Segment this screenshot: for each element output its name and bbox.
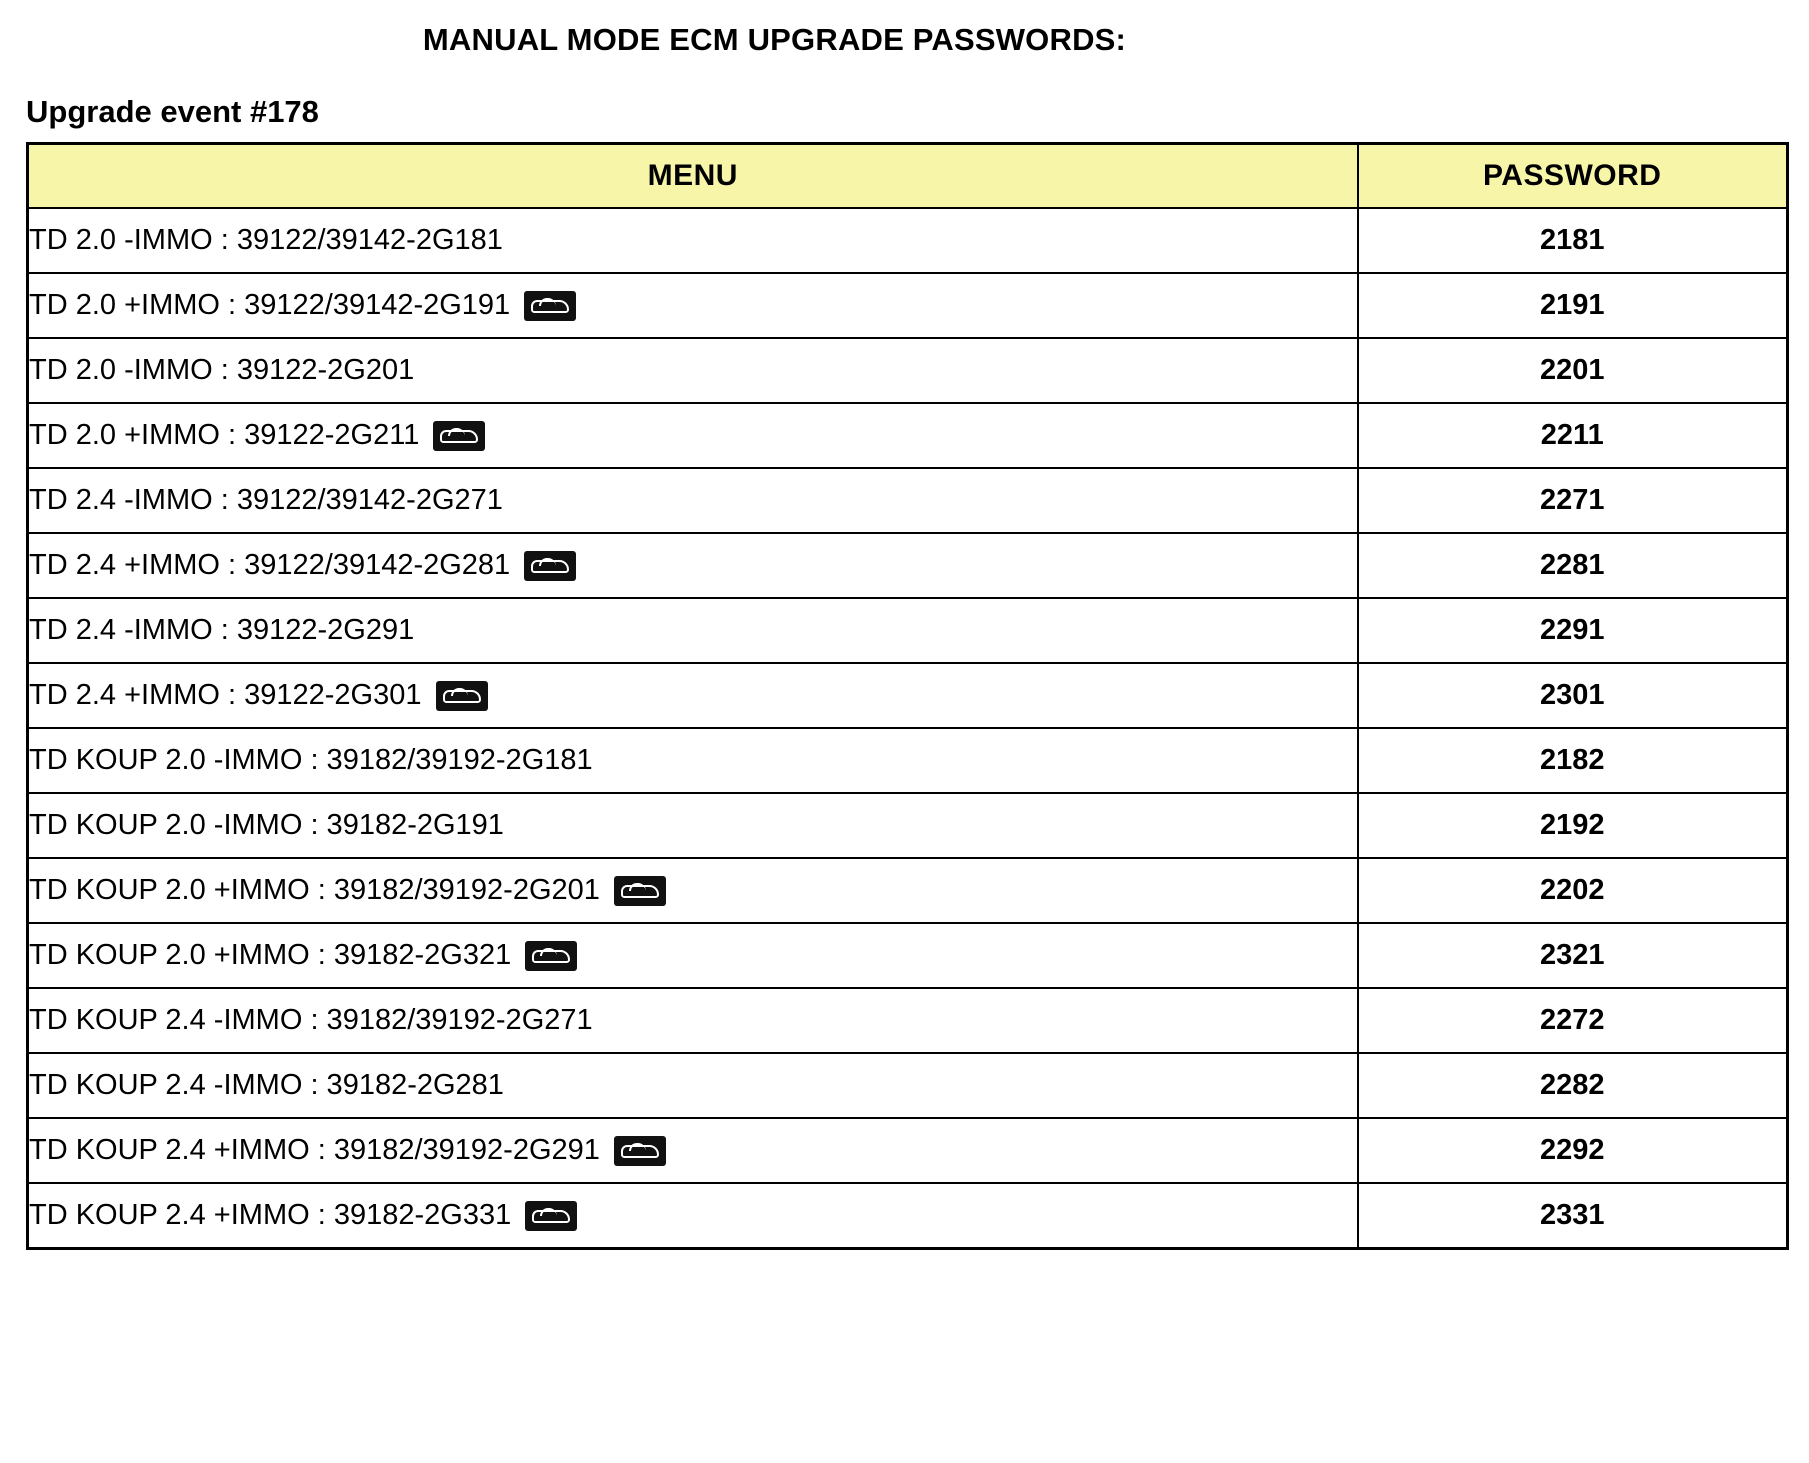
menu-label: TD 2.0 +IMMO : 39122/39142-2G191 bbox=[29, 289, 511, 321]
menu-cell-content bbox=[29, 354, 1357, 387]
table-row bbox=[28, 728, 1788, 793]
menu-label: TD 2.0 +IMMO : 39122-2G211 bbox=[29, 419, 420, 451]
menu-cell bbox=[28, 858, 1358, 923]
menu-cell-content bbox=[29, 939, 1357, 972]
menu-cell-content bbox=[29, 549, 1357, 582]
table-header-row bbox=[28, 144, 1788, 209]
menu-cell bbox=[28, 208, 1358, 273]
passwords-table bbox=[26, 142, 1789, 1250]
menu-label: TD 2.0 -IMMO : 39122/39142-2G181 bbox=[29, 224, 503, 256]
password-cell: 2271 bbox=[1358, 468, 1788, 533]
menu-cell-content bbox=[29, 289, 1357, 322]
document-page bbox=[0, 22, 1809, 1463]
menu-label: TD KOUP 2.4 +IMMO : 39182/39192-2G291 bbox=[29, 1134, 600, 1166]
password-cell: 2291 bbox=[1358, 598, 1788, 663]
menu-cell bbox=[28, 663, 1358, 728]
table-row bbox=[28, 1053, 1788, 1118]
menu-cell bbox=[28, 533, 1358, 598]
password-cell: 2282 bbox=[1358, 1053, 1788, 1118]
password-cell: 2321 bbox=[1358, 923, 1788, 988]
menu-cell bbox=[28, 1053, 1358, 1118]
car-icon bbox=[525, 1201, 577, 1231]
menu-label: TD 2.4 +IMMO : 39122-2G301 bbox=[29, 679, 422, 711]
car-icon bbox=[436, 681, 488, 711]
menu-cell bbox=[28, 728, 1358, 793]
menu-cell bbox=[28, 1183, 1358, 1249]
menu-cell-content bbox=[29, 614, 1357, 647]
password-cell: 2181 bbox=[1358, 208, 1788, 273]
car-icon bbox=[614, 1136, 666, 1166]
table-row bbox=[28, 663, 1788, 728]
password-cell: 2331 bbox=[1358, 1183, 1788, 1249]
table-row bbox=[28, 793, 1788, 858]
menu-label: TD KOUP 2.0 -IMMO : 39182-2G191 bbox=[29, 809, 504, 841]
menu-cell bbox=[28, 923, 1358, 988]
menu-cell-content bbox=[29, 1069, 1357, 1102]
password-cell: 2281 bbox=[1358, 533, 1788, 598]
table-row bbox=[28, 1183, 1788, 1249]
menu-cell-content bbox=[29, 679, 1357, 712]
menu-label: TD KOUP 2.0 -IMMO : 39182/39192-2G181 bbox=[29, 744, 593, 776]
menu-cell-content bbox=[29, 1004, 1357, 1037]
password-cell: 2292 bbox=[1358, 1118, 1788, 1183]
table-row bbox=[28, 273, 1788, 338]
menu-label: TD KOUP 2.4 +IMMO : 39182-2G331 bbox=[29, 1199, 512, 1231]
menu-label: TD 2.4 +IMMO : 39122/39142-2G281 bbox=[29, 549, 511, 581]
table-body bbox=[28, 208, 1788, 1249]
password-cell: 2301 bbox=[1358, 663, 1788, 728]
table-row bbox=[28, 923, 1788, 988]
table-row bbox=[28, 533, 1788, 598]
menu-label: TD KOUP 2.4 -IMMO : 39182/39192-2G271 bbox=[29, 1004, 593, 1036]
table-row bbox=[28, 208, 1788, 273]
section-heading: Upgrade event #178 bbox=[26, 94, 319, 129]
table-row bbox=[28, 338, 1788, 403]
menu-cell-content bbox=[29, 1134, 1357, 1167]
car-icon bbox=[524, 551, 576, 581]
menu-cell-content bbox=[29, 224, 1357, 257]
password-cell: 2201 bbox=[1358, 338, 1788, 403]
menu-cell bbox=[28, 468, 1358, 533]
menu-cell-content bbox=[29, 809, 1357, 842]
password-cell: 2191 bbox=[1358, 273, 1788, 338]
table-row bbox=[28, 988, 1788, 1053]
menu-label: TD KOUP 2.0 +IMMO : 39182-2G321 bbox=[29, 939, 512, 971]
password-cell: 2211 bbox=[1358, 403, 1788, 468]
menu-label: TD 2.4 -IMMO : 39122/39142-2G271 bbox=[29, 484, 503, 516]
menu-label: TD KOUP 2.4 -IMMO : 39182-2G281 bbox=[29, 1069, 504, 1101]
column-header-menu: MENU bbox=[28, 144, 1358, 209]
page-title: MANUAL MODE ECM UPGRADE PASSWORDS: bbox=[422, 22, 1127, 57]
table-row bbox=[28, 1118, 1788, 1183]
password-cell: 2272 bbox=[1358, 988, 1788, 1053]
menu-cell-content bbox=[29, 744, 1357, 777]
car-icon bbox=[614, 876, 666, 906]
table-row bbox=[28, 468, 1788, 533]
menu-cell-content bbox=[29, 419, 1357, 452]
menu-label: TD KOUP 2.0 +IMMO : 39182/39192-2G201 bbox=[29, 874, 600, 906]
menu-cell-content bbox=[29, 484, 1357, 517]
menu-label: TD 2.4 -IMMO : 39122-2G291 bbox=[29, 614, 415, 646]
password-cell: 2182 bbox=[1358, 728, 1788, 793]
table-row bbox=[28, 598, 1788, 663]
menu-cell bbox=[28, 403, 1358, 468]
password-cell: 2192 bbox=[1358, 793, 1788, 858]
car-icon bbox=[433, 421, 485, 451]
table-row bbox=[28, 858, 1788, 923]
column-header-password: PASSWORD bbox=[1358, 144, 1788, 209]
menu-cell bbox=[28, 793, 1358, 858]
car-icon bbox=[525, 941, 577, 971]
menu-label: TD 2.0 -IMMO : 39122-2G201 bbox=[29, 354, 415, 386]
menu-cell-content bbox=[29, 874, 1357, 907]
car-icon bbox=[524, 291, 576, 321]
menu-cell bbox=[28, 1118, 1358, 1183]
menu-cell bbox=[28, 273, 1358, 338]
menu-cell bbox=[28, 598, 1358, 663]
menu-cell bbox=[28, 338, 1358, 403]
menu-cell bbox=[28, 988, 1358, 1053]
table-row bbox=[28, 403, 1788, 468]
menu-cell-content bbox=[29, 1199, 1357, 1232]
password-cell: 2202 bbox=[1358, 858, 1788, 923]
